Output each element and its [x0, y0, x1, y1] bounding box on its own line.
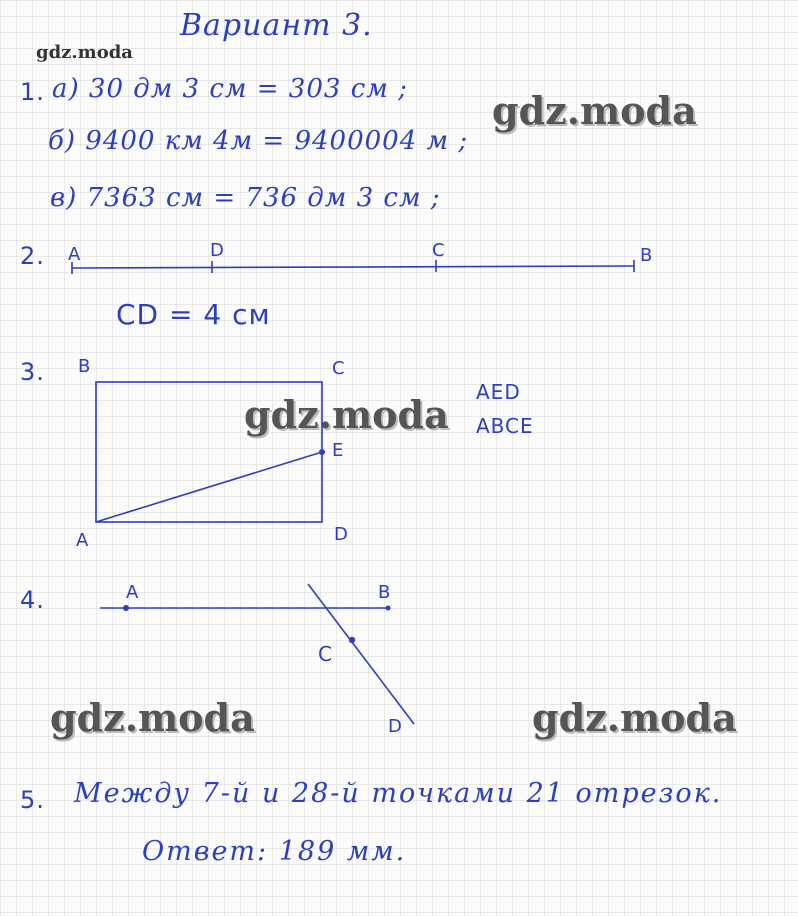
- task2-point-a: A: [68, 244, 82, 265]
- task4-point-c: C: [318, 642, 333, 666]
- task3-figure-2: ABCE: [476, 414, 534, 438]
- task3-figure-1: AED: [476, 380, 521, 404]
- watermark-2: gdz.moda: [244, 392, 449, 437]
- task3-number: 3.: [20, 358, 45, 386]
- watermark-4: gdz.moda: [532, 695, 737, 740]
- task5-text: Между 7-й и 28-й точками 21 отрезок.: [74, 778, 723, 809]
- task4-number: 4.: [20, 586, 45, 614]
- watermark-3: gdz.moda: [50, 695, 255, 740]
- task3-point-c: C: [332, 358, 346, 379]
- task4-point-c-dot: [349, 637, 355, 643]
- variant-title: Вариант 3.: [180, 8, 373, 43]
- task2-number: 2.: [20, 242, 45, 270]
- task2-answer: CD = 4 см: [116, 298, 271, 331]
- task4-point-d: D: [388, 716, 403, 737]
- watermark-1: gdz.moda: [492, 88, 697, 133]
- task3-rectangle: [96, 382, 322, 522]
- task1-line-v: в) 7363 см = 736 дм 3 см ;: [50, 183, 441, 213]
- task1-line-a: а) 30 дм 3 см = 303 см ;: [52, 74, 408, 104]
- task1-number: 1.: [20, 78, 45, 106]
- task3-point-b: B: [78, 356, 92, 377]
- task2-point-c: C: [432, 240, 446, 261]
- task1-line-b: б) 9400 км 4м = 9400004 м ;: [48, 126, 469, 156]
- task4-point-a: A: [126, 582, 140, 603]
- task2-segment: [72, 260, 634, 274]
- task3-point-a: A: [76, 530, 90, 551]
- task3-point-e-dot: [319, 449, 325, 455]
- task5-answer: Ответ: 189 мм.: [142, 836, 407, 867]
- task4-point-b-dot: [386, 606, 391, 611]
- task4-lines: [100, 584, 414, 724]
- task4-point-b: B: [378, 582, 392, 603]
- task3-point-e: E: [332, 440, 345, 461]
- task5-number: 5.: [20, 786, 45, 814]
- task2-point-d: D: [210, 240, 225, 261]
- watermark-top-left: gdz.moda: [36, 42, 133, 63]
- task3-point-d: D: [334, 524, 349, 545]
- task2-point-b: B: [640, 245, 654, 266]
- task4-point-a-dot: [123, 605, 129, 611]
